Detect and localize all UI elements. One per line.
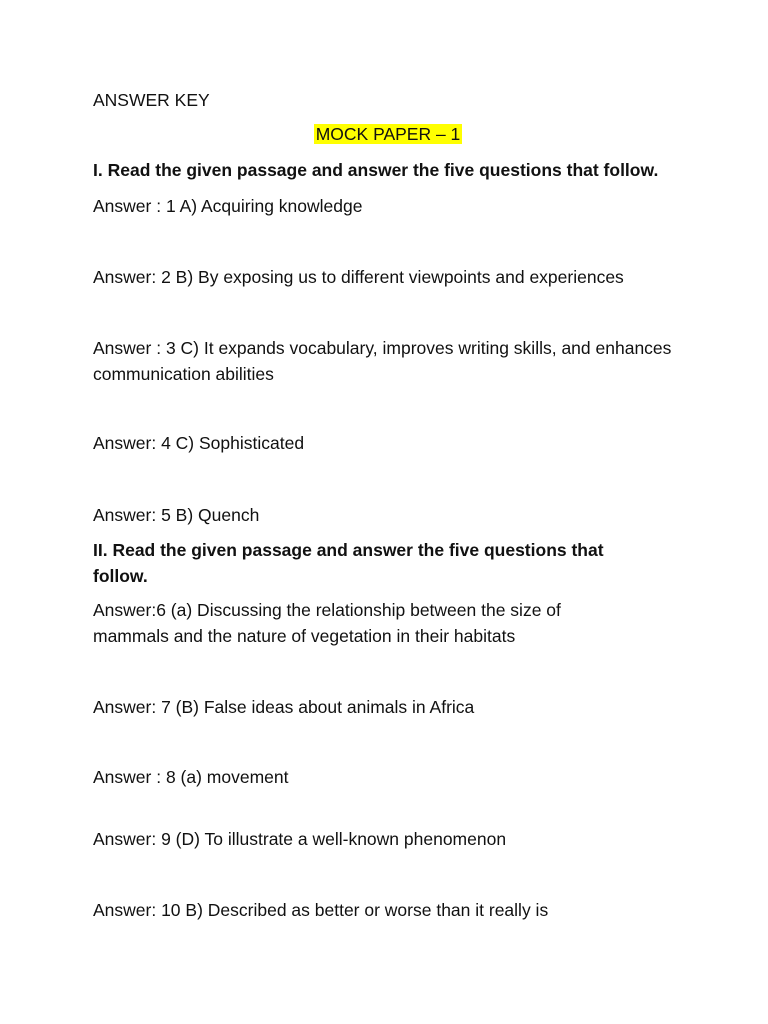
- answer-5: Answer: 5 B) Quench: [93, 505, 260, 525]
- answer-9: Answer: 9 (D) To illustrate a well-known phenomenon: [93, 829, 507, 849]
- mock-paper-title: MOCK PAPER – 1: [315, 124, 461, 144]
- answer-6: Answer:6 (a) Discussing the relationship between the size of mammals and the nature of vegetation in their habitats: [93, 600, 561, 646]
- answer-4: Answer: 4 C) Sophisticated: [93, 433, 305, 453]
- answer-1: Answer : 1 A) Acquiring knowledge: [93, 196, 363, 216]
- answer-10: Answer: 10 B) Described as better or worse than it really is: [93, 900, 549, 920]
- section-1-heading: I. Read the given passage and answer the five questions that follow.: [93, 160, 659, 180]
- answer-key-header: ANSWER KEY: [93, 90, 210, 110]
- answer-2: Answer: 2 B) By exposing us to different viewpoints and experiences: [93, 267, 624, 287]
- mock-paper-title-row: [0, 121, 768, 147]
- section-2-heading: II. Read the given passage and answer the five questions that follow.: [93, 540, 604, 586]
- answer-7: Answer: 7 (B) False ideas about animals in Africa: [93, 697, 475, 717]
- answer-8: Answer : 8 (a) movement: [93, 767, 289, 787]
- answer-3: Answer : 3 C) It expands vocabulary, improves writing skills, and enhances communication abilities: [93, 338, 672, 384]
